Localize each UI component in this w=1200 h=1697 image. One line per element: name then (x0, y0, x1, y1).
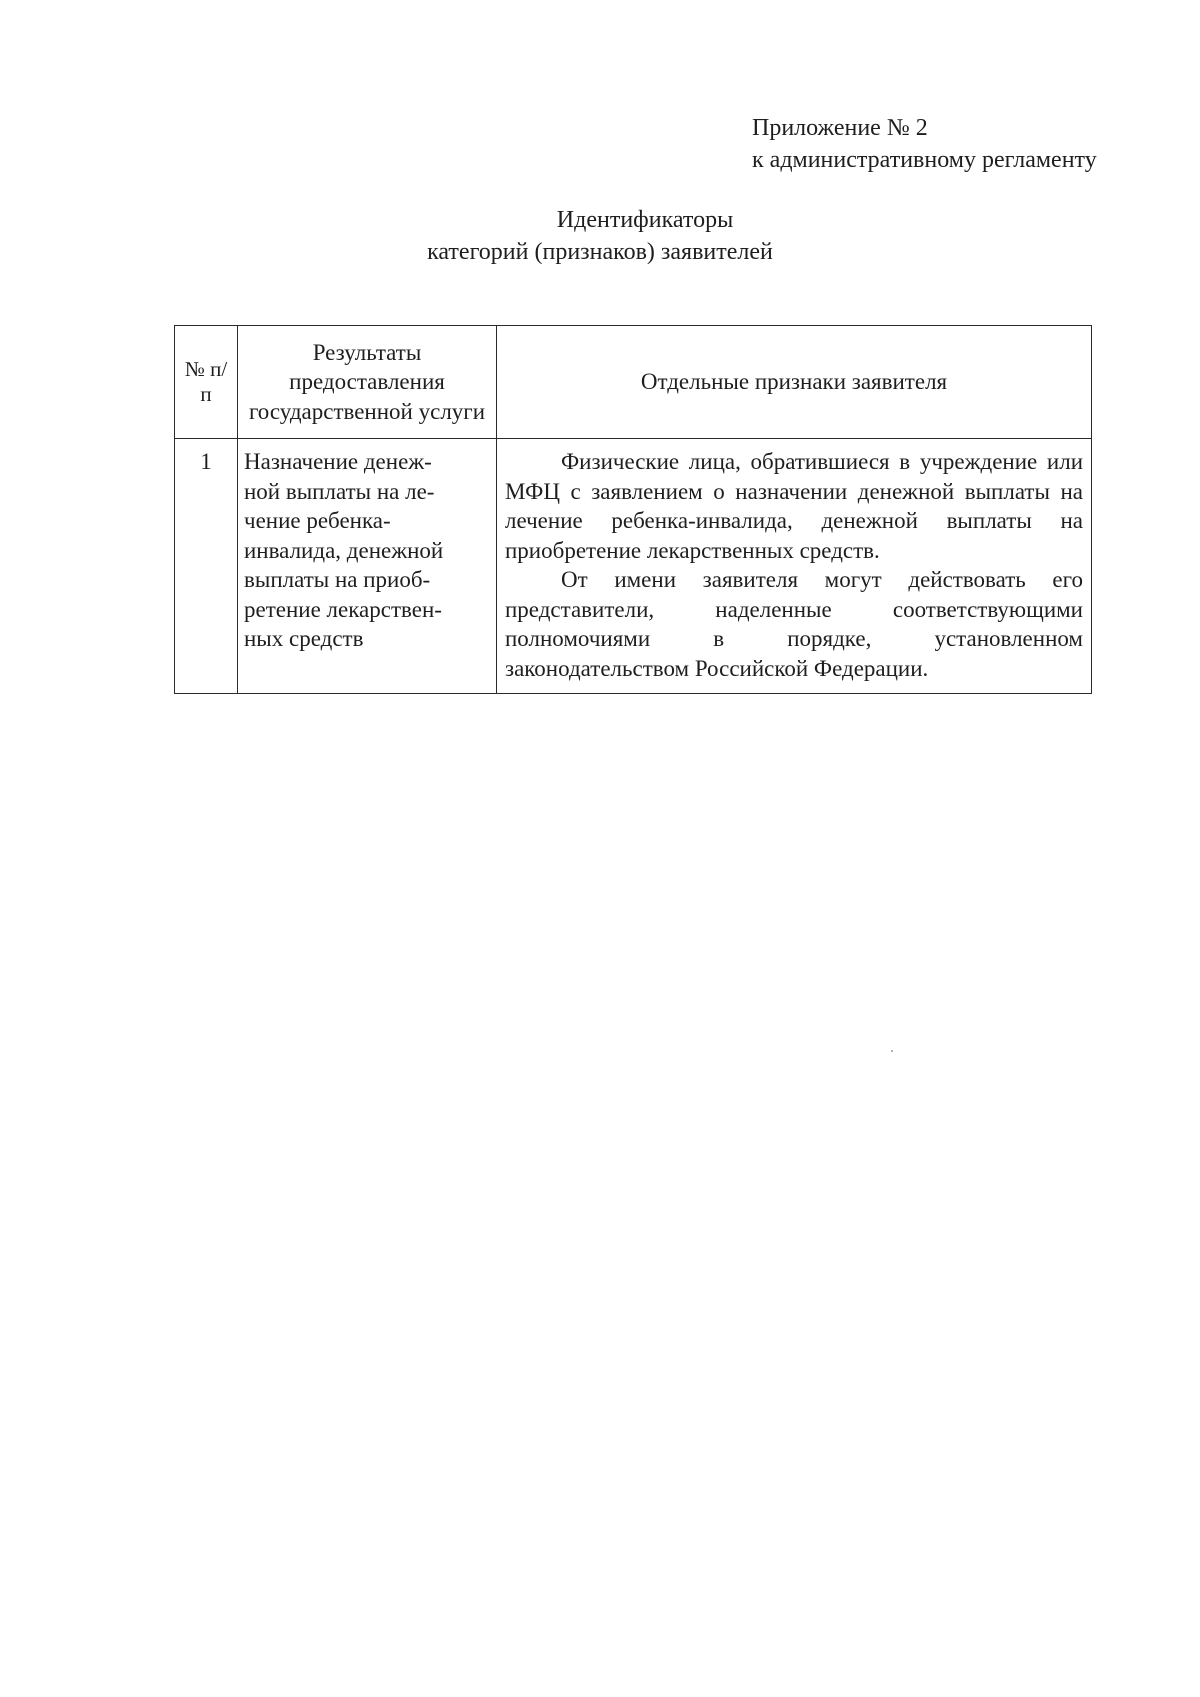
cell-result-line: Назначение денеж- (244, 449, 432, 474)
table-body (175, 439, 1092, 694)
cell-result-line: ной выплаты на ле- (244, 478, 435, 504)
cell-result-line: инвалида, денежной (244, 537, 444, 563)
identifiers-table (174, 325, 1092, 694)
cell-result-line: чение ребенка- (244, 508, 391, 533)
appendix-reference: к административному регламенту (752, 147, 1097, 173)
document-title (0, 204, 1200, 268)
cell-number: 1 (175, 439, 238, 694)
table-header-row (175, 326, 1092, 439)
table-header (175, 326, 1092, 439)
attributes-paragraph-applicants: Физические лица, обратившиеся в учреждение или МФЦ с заявлением о назначении денежной выплаты на лечение ребенка-инвалида, денежной выплаты на приобретение лекарственных средств. (505, 449, 1083, 563)
cell-result-line: выплаты на приоб- (244, 567, 431, 592)
attributes-paragraph-representatives: От имени заявителя могут действовать его представители, наделенные соответствующими полномочиями в порядке, установленном законодательством Российской Федерации. (505, 567, 1083, 681)
document-title-line-1: Идентификаторы (556, 207, 734, 233)
header-number: № п/п (175, 326, 238, 439)
document-title-line-2: категорий (признаков) заявителей (427, 239, 773, 265)
cell-result (238, 439, 497, 694)
cell-result-line: ных средств (244, 626, 364, 651)
table-row (175, 439, 1092, 694)
header-result: Результаты предоставления государственной услуги (238, 326, 497, 439)
scan-speck (891, 1050, 893, 1052)
header-attributes: Отдельные признаки заявителя (497, 326, 1092, 439)
appendix-note (752, 112, 1097, 176)
cell-attributes (497, 439, 1092, 694)
appendix-number: Приложение № 2 (752, 115, 928, 141)
cell-result-line: ретение лекарствен- (244, 596, 442, 622)
